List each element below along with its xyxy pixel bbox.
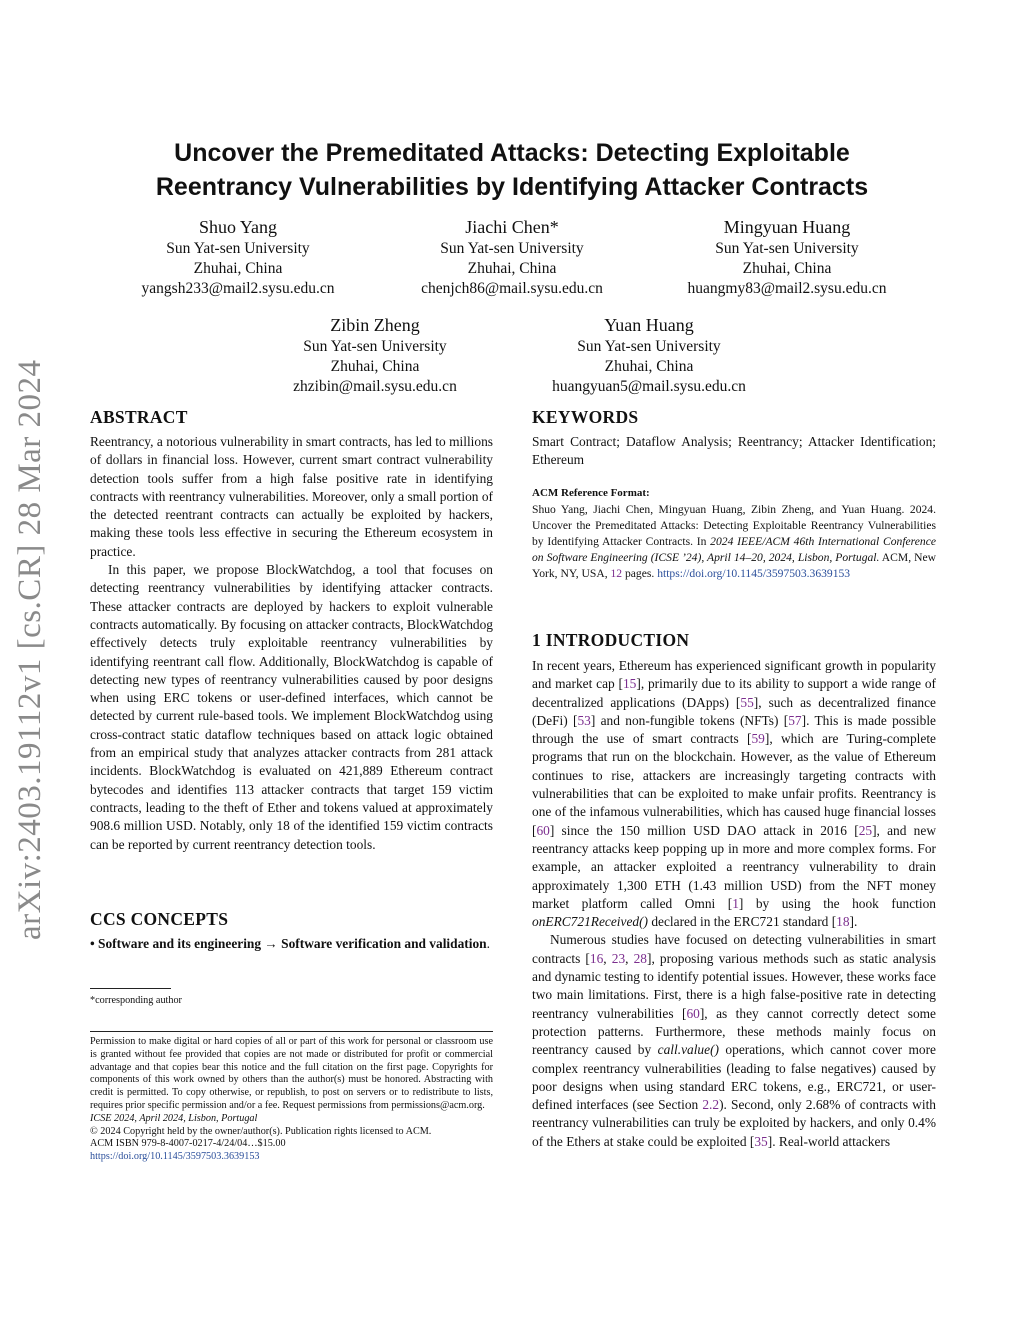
author-location: Zhuhai, China [330, 358, 420, 375]
citation-link[interactable]: 57 [788, 712, 802, 728]
author-affiliation: Sun Yat-sen University [577, 338, 721, 355]
acm-ref-text: Shuo Yang, Jiachi Chen, Mingyuan Huang, Zibin Zheng, and Yuan Huang. 2024. Uncover the Premeditated Attacks: Detecting Exploitable Reentrancy Vulnerabilities by Identifying Attacker Contracts. In 2024 IEEE/ACM 46th International Conference on Software Engineering (ICSE ’24), April 14–20, 2024, Lisbon, Portugal. ACM, New York, NY, USA, 12 pages. https://doi.org/10.1145/3597503.3639153 [532, 503, 936, 581]
isbn-line: ACM ISBN 979-8-4007-0217-4/24/04…$15.00 [90, 1138, 286, 1150]
author-email[interactable]: huangmy83@mail2.sysu.edu.cn [687, 280, 887, 297]
author-name: Mingyuan Huang [723, 217, 851, 237]
abstract-paragraph: In this paper, we propose BlockWatchdog, a tool that focuses on detecting reentrancy vulnerabilities by identifying attacker contracts. These attacker contracts are deployed by hackers to exploit vulnerable contracts automatically. By focusing on attacker contracts, BlockWatchdog effectively detects truly exploitable reentrancy vulnerabilities by identifying reentrant call flow. Additionally, BlockWatchdog is capable of detecting new types of reentrancy vulnerabilities caused by poor designs when using ERC tokens or user-defined interfaces, which cannot be detected by current rule-based tools. We implement BlockWatchdog using cross-contract static dataflow techniques based on attack logic obtained from an empirical study that analyzes attacker contracts from 281 attack incidents. BlockWatchdog is evaluated on 421,889 Ethereum contract bytecodes and identifies 113 attacker contracts that target 159 victim contracts, leading to the theft of Ether and tokens valued at approximately 908.6 million USD. Notably, only 18 of the identified 159 victim contracts can be reported by current reentrancy detection tools. [90, 562, 493, 852]
author-name: Zibin Zheng [330, 315, 420, 335]
author-name: Jiachi Chen* [465, 217, 559, 237]
author-affiliation: Sun Yat-sen University [440, 240, 584, 257]
footnote-rule [90, 988, 171, 989]
citation-link[interactable]: 25 [858, 822, 873, 838]
ccs-text: • Software and its engineering → Software verification and validation [90, 936, 487, 951]
author-block [509, 313, 789, 397]
citation-link[interactable]: 55 [740, 694, 754, 710]
intro-heading: 1 INTRODUCTION [532, 630, 690, 650]
author-email[interactable]: chenjch86@mail.sysu.edu.cn [421, 280, 603, 297]
author-block [647, 215, 927, 299]
citation-link[interactable]: 1 [732, 895, 739, 911]
citation-link[interactable]: 59 [751, 731, 765, 747]
author-name: Shuo Yang [198, 217, 278, 237]
author-block [98, 215, 378, 299]
citation-link[interactable]: 60 [686, 1005, 700, 1021]
citation-link[interactable]: 2.2 [702, 1097, 720, 1113]
intro-body [532, 657, 936, 1151]
author-location: Zhuhai, China [742, 260, 832, 277]
abstract-paragraph: Reentrancy, a notorious vulnerability in smart contracts, has led to millions of dollars in financial loss. However, current smart contract vulnerability detection tools suffer from a high false positive rate in identifying contracts with reentrancy vulnerabilities. Moreover, only a small portion of the detected reentrant contracts can actually be exploited by hackers, making these tools less effective in securing the Ethereum ecosystem in practice. [90, 434, 493, 559]
arxiv-stamp: arXiv:2403.19112v1 [cs.CR] 28 Mar 2024 [12, 359, 48, 940]
author-location: Zhuhai, China [467, 260, 557, 277]
doi-link[interactable]: https://doi.org/10.1145/3597503.3639153 [90, 1151, 260, 1163]
permission-block [90, 1036, 493, 1164]
ccs-concepts: • Software and its engineering → Software verification and validation. [90, 936, 490, 951]
venue-line: ICSE 2024, April 2024, Lisbon, Portugal [90, 1112, 258, 1124]
author-affiliation: Sun Yat-sen University [166, 240, 310, 257]
citation-link[interactable]: 53 [577, 712, 591, 728]
citation-link[interactable]: 15 [622, 676, 637, 692]
keywords-text: Smart Contract; Dataflow Analysis; Reentrancy; Attacker Identification; Ethereum [532, 434, 936, 468]
footnote: *corresponding author [90, 995, 182, 1006]
ccs-heading: CCS CONCEPTS [90, 909, 229, 929]
author-block [235, 313, 515, 397]
citation-link[interactable]: 23 [611, 950, 626, 966]
citation-link[interactable]: 16 [589, 950, 604, 966]
author-email[interactable]: zhzibin@mail.sysu.edu.cn [293, 378, 457, 395]
abstract-heading: ABSTRACT [90, 407, 188, 427]
paper-title: Uncover the Premeditated Attacks: Detecting Exploitable Reentrancy Vulnerabilities by Identifying Attacker Contracts [155, 139, 869, 201]
acm-reference [532, 484, 936, 582]
citation-link[interactable]: 18 [836, 914, 850, 930]
author-location: Zhuhai, China [604, 358, 694, 375]
author-name: Yuan Huang [604, 315, 694, 335]
abstract-body [90, 433, 493, 854]
citation-link[interactable]: 60 [536, 822, 550, 838]
keywords-heading: KEYWORDS [532, 407, 639, 427]
intro-paragraph: Numerous studies have focused on detecting vulnerabilities in smart contracts [16, 23, 28], proposing various methods such as static analysis and dynamic testing to identify potential issues. However, these works face two main limitations. First, there is a high false-positive rate in detecting reentrancy vulnerabilities [60], as they cannot correctly detect some protection patterns. Furthermore, these methods mainly focus on reentrancy caused by call.value() operations, which cannot cover more complex reentrancy vulnerabilities (leading to false negatives) caused by poor designs when using standard ERC tokens, e.g., ERC721, or user-defined interfaces (see Section 2.2). Second, only 2.68% of contracts with reentrancy vulnerabilities can truly be exploited by hackers, and only 0.4% of the Ethers at stake could be exploited [35]. Real-world attackers [532, 932, 937, 1149]
author-email[interactable]: huangyuan5@mail.sysu.edu.cn [552, 378, 746, 395]
citation-link[interactable]: 28 [633, 950, 647, 966]
author-block [372, 215, 652, 299]
acm-ref-heading: ACM Reference Format: [532, 487, 650, 499]
acm-ref-doi-link[interactable]: https://doi.org/10.1145/3597503.3639153 [657, 567, 851, 581]
permission-text: Permission to make digital or hard copies of all or part of this work for personal or classroom use is granted without fee provided that copies are not made or distributed for profit or commercial advantage and that copies bear this notice and the full citation on the first page. Copyrights for components of this work owned by others than the author(s) must be honored. Abstracting with credit is permitted. To copy otherwise, or republish, to post on servers or to redistribute to lists, requires prior specific permission and/or a fee. Request permissions from permissions@acm.org. [90, 1036, 493, 1111]
copyright-line: © 2024 Copyright held by the owner/author(s). Publication rights licensed to ACM. [90, 1125, 432, 1137]
permission-rule [90, 1031, 493, 1032]
author-email[interactable]: yangsh233@mail2.sysu.edu.cn [141, 280, 335, 297]
citation-link[interactable]: 35 [754, 1133, 768, 1149]
author-affiliation: Sun Yat-sen University [303, 338, 447, 355]
author-affiliation: Sun Yat-sen University [715, 240, 859, 257]
intro-paragraph: In recent years, Ethereum has experienced significant growth in popularity and market cap [15], primarily due to its ability to support a wide range of decentralized applications (DApps) [55], such as decentralized finance (DeFi) [53] and non-fungible tokens (NFTs) [57]. This is made possible through the use of smart contracts [59], which are Turing-complete programs that run on the blockchain. However, as the value of Ethereum continues to rise, attackers are increasingly targeting contracts with vulnerabilities that can be exploited to make unfair profits. Reentrancy is one of the infamous vulnerabilities, which has caused huge financial losses [60] since the 150 million USD DAO attack in 2016 [25], and new reentrancy attacks keep popping up in more and more complex forms. For example, an attacker exploited a reentrancy vulnerability to drain approximately 1,300 ETH (1.43 million USD) from the NFT money market platform called Omni [1] by using the hook function onERC721Received() declared in the ERC721 standard [18]. [532, 658, 937, 930]
author-location: Zhuhai, China [193, 260, 283, 277]
